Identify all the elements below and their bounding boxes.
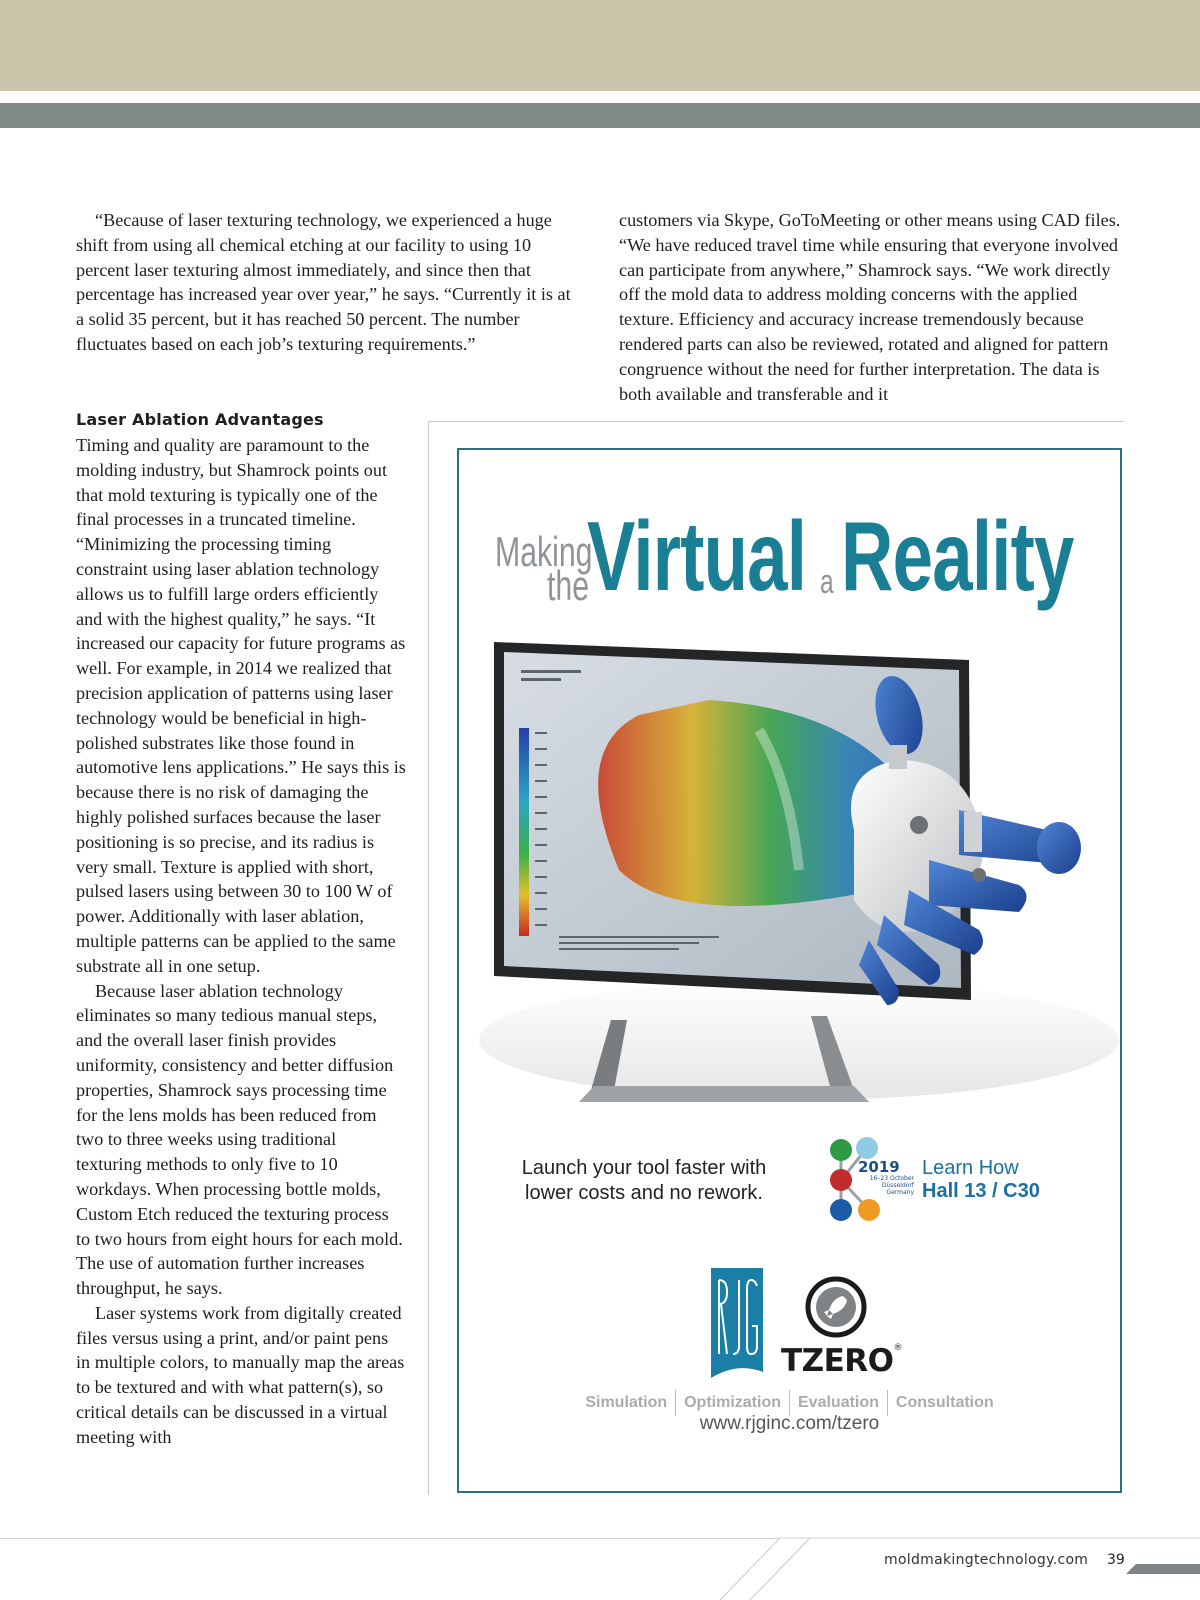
article-paragraph: customers via Skype, GoToMeeting or other means using CAD files. “We have reduced travel time while ensuring that everyone involved can participate from anywhere,” Shamrock says. “We work directly off the mold data to address molding concerns with the applied texture. Efficiency and accuracy increase tremendously because rendered parts can also be reviewed, rotated and aligned for pattern congruence without the need for further interpretation. The data is both available and transferable and it xyxy=(619,210,1121,404)
ad-headline-reality: Reality xyxy=(841,501,1074,611)
footer-website[interactable]: moldmakingtechnology.com xyxy=(884,1552,1089,1568)
tzero-logo-text: TZERO® xyxy=(781,1343,903,1379)
article-column-left-main xyxy=(76,408,406,1450)
ad-headline-the: the xyxy=(547,562,590,609)
ad-tagline: Launch your tool faster with lower costs and no rework. xyxy=(521,1157,767,1204)
article-column-right-top xyxy=(619,208,1129,406)
header-stripe xyxy=(0,103,1200,128)
advertisement[interactable] xyxy=(457,448,1122,1493)
ad-headline-a: a xyxy=(820,563,834,601)
rjg-logo xyxy=(709,1266,765,1384)
article-paragraph: “Because of laser texturing technology, we experienced a huge shift from using all chemical etching at our facility to using 10 percent laser texturing almost immediately, and since then that percentage has increased year over year,” he says. “Currently it is at a solid 35 percent, but it has reached 50 percent. The number fluctuates based on each job’s texturing requirements.” xyxy=(76,210,571,354)
footer-decoration xyxy=(700,1536,1200,1600)
article-paragraph: Laser systems work from digitally created files versus using a print, and/or paint pens in multiple colors, to manually map the areas to be textured and with what pattern(s), so critical details can be discussed in a virtual meeting with xyxy=(76,1302,405,1447)
article-column-left-top xyxy=(76,208,576,357)
article-paragraph: Timing and quality are paramount to the molding industry, but Shamrock points out that mold texturing is typically one of the final processes in a truncated timeline. “Minimizing the processing timing constraint using laser ablation technology allows us to fulfill large orders efficiently and with the highest quality,” he says. “It increased our capacity for future programs as well. For example, in 2014 we realized that precision application of patterns using laser technology would be beneficial in high-polished substrates like those found in automotive lens applications.” He says this is because there is no risk of damaging the highly polished surfaces because the laser positioning is so precise, and its radius is very small. Texture is applied with short, pulsed lasers using between 30 to 100 W of power. Additionally with laser ablation, multiple patterns can be applied to the same substrate all in one setup. xyxy=(76,435,406,976)
article-paragraph: Because laser ablation technology eliminates so many tedious manual steps, and the overall laser finish provides uniformity, consistency and better diffusion properties, Shamrock says processing time for the lens molds has been reduced from two to three weeks using traditional texturing methods to only five to 10 workdays. When processing bottle molds, Custom Etch reduced the texturing process to two hours from eight hours for each mold. The use of automation further increases throughput, he says. xyxy=(76,980,403,1299)
service-consultation: Consultation xyxy=(895,1394,994,1412)
ad-divider-top xyxy=(428,421,1124,422)
monitor-robot-hand-illustration xyxy=(459,620,1120,1140)
footer-rule xyxy=(0,1538,780,1539)
ad-divider-left xyxy=(428,421,429,1495)
ad-headline-virtual: Virtual xyxy=(587,501,807,611)
section-heading: Laser Ablation Advantages xyxy=(76,410,324,429)
k-fair-dates: 16–23 October Düsseldorf Germany xyxy=(869,1175,914,1196)
page-number: 39 xyxy=(1107,1552,1125,1568)
learn-how-link[interactable]: Learn How xyxy=(922,1157,1019,1179)
header-band xyxy=(0,0,1200,91)
service-optimization: Optimization xyxy=(684,1394,781,1412)
ad-headline-making: Making xyxy=(495,528,593,575)
service-simulation: Simulation xyxy=(585,1394,668,1412)
service-evaluation: Evaluation xyxy=(798,1394,879,1412)
ad-url-link[interactable]: www.rjginc.com/tzero xyxy=(699,1413,880,1434)
hall-location: Hall 13 / C30 xyxy=(922,1180,1040,1202)
rocket-icon xyxy=(805,1276,867,1338)
k-fair-year: 2019 xyxy=(858,1158,900,1176)
